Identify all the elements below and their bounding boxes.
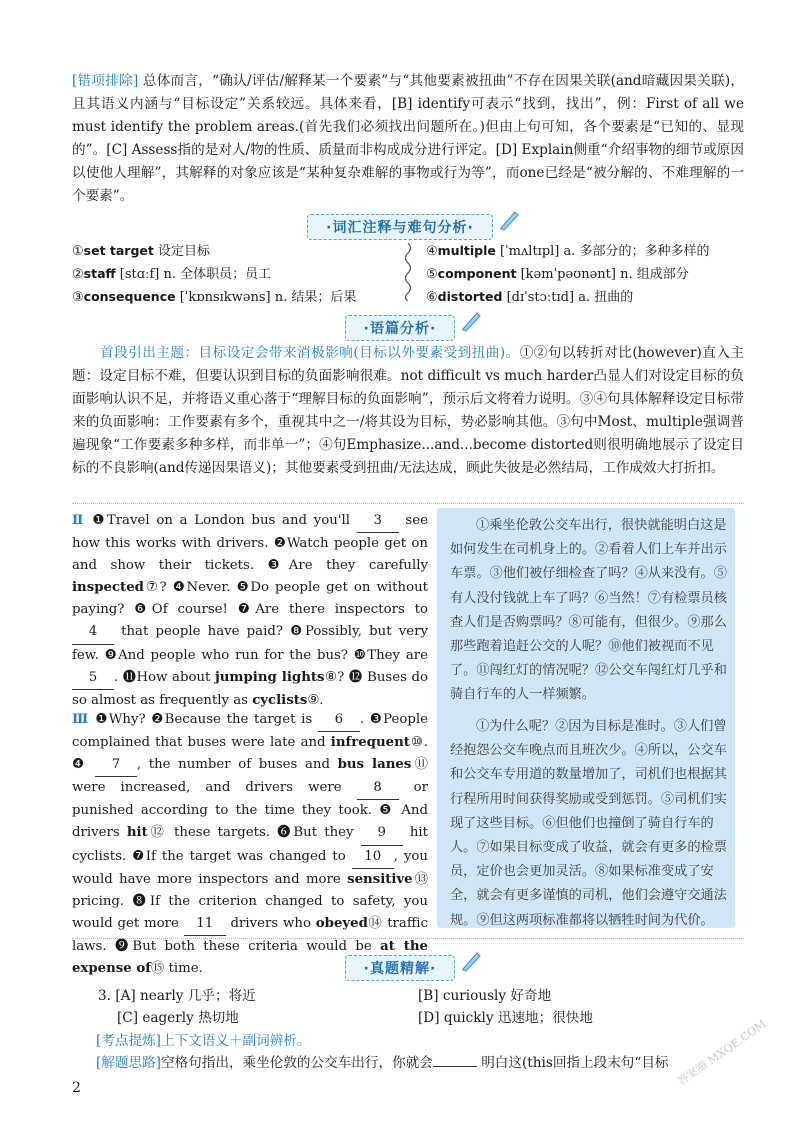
translation-paragraph-3: ①为什么呢？②因为目标是准时。③人们曾经抱怨公交车晚点而且班次少。④所以，公交车和公交车专用道的数量增加了，司机们也根据其行程所用时间获得奖励或受到惩罚。⑤司机们实现了这些目标。⑥但他们也撞倒了骑自行车的人。⑦如果目标变成了收益，就会有更多的检票员，定价也会更加灵活。⑧如果标准变成了安全，就会有更多谨慎的司机，他们会遵守交通法规。⑨但这两项标准都将以牺牲时间为代价。 (450, 719, 727, 928)
discourse-paragraph (72, 342, 744, 480)
question-number: 3. (98, 988, 111, 1004)
idea-line (96, 1052, 669, 1074)
idea-tag: [解题思路] (96, 1055, 161, 1071)
option-c: [C] eagerly 热切地 (117, 1010, 239, 1026)
dotted-divider (72, 938, 744, 939)
passage-paragraph-3: Ⅲ ❶Why? ❷Because the target is 6 . ❸People complained that buses were late and infrequent⑩. ❹ 7 , the number of buses and bus lanes⑪ were increased, and drivers were 8 or punished according to the time they took. ❺ And drivers hit⑫ these targets. ❻But they 9 hit cyclists. ❼If the target was changed to 10 , you would have more inspectors and more sensitive⑬ pricing. ❽If the criterion changed to safety, you would get more 11 drivers who obeyed⑭ traffic laws. ❾But both these criteria would be at the expense of⑮ time. (72, 709, 428, 980)
divider-squiggle-icon (402, 243, 414, 301)
vocab-section-title: ·词汇注释与难句分析· (326, 220, 474, 236)
blank-7: 7 (95, 754, 137, 777)
vocab-item: ⑤component [kəmˈpəʊnənt] n. 组成部分 (426, 266, 689, 282)
page-number: 2 (72, 1080, 81, 1096)
vocab-item: ④multiple [ˈmʌltɪpl] a. 多部分的；多种多样的 (426, 243, 710, 259)
vocab-section-header (0, 214, 800, 240)
discourse-section-title: ·语篇分析· (363, 321, 437, 337)
watermark: 答案圈 MXQE.COM (675, 1017, 769, 1089)
vocab-list-right (426, 240, 746, 309)
error-analysis-tag: [错项排除] (72, 73, 139, 89)
error-analysis-text: 总体而言，“确认/评估/解释某一个要素”与“其他要素被扭曲”不存在因果关联(and暗藏因果关联)，且其语义内涵与“目标设定”关系较远。具体来看，[B] identify可表示“找到，找出”，例：First of all we must identify the problem areas.(首先我们必须找出问题所在。)但由上句可知，各个要素是“已知的、显现的”。[C] Assess指的是对人/物的性质、质量而非构成成分进行评定。[D] Explain侧重“介绍事物的细节或原因以使他人理解”，其解释的对象应该是“某种复杂难解的事物或行为等”，而one已经是“被分解的、不难理解的一个要素”。 (72, 73, 744, 204)
option-a: 3. [A] nearly 几乎；将近 (98, 988, 256, 1004)
vocab-item: ③consequence [ˈkɒnsɪkwəns] n. 结果；后果 (72, 289, 357, 305)
blank-10: 10 (352, 846, 394, 869)
vocab-item: ①set target 设定目标 (72, 243, 211, 259)
blank-3: 3 (357, 510, 399, 533)
error-analysis-paragraph (72, 70, 744, 208)
vocab-list-left (72, 240, 392, 309)
blank-5: 5 (72, 667, 114, 690)
option-b: [B] curiously 好奇地 (418, 988, 552, 1004)
pen-icon (460, 950, 482, 972)
exam-section-title: ·真题精解· (363, 961, 437, 977)
discourse-text: ①②句以转折对比(however)直入主题：设定目标不难，但要认识到目标的负面影响很难。not difficult vs much harder凸显人们对设定目标的负面影响认识不足，并将语义重心落于“理解目标的负面影响”，预示后文将着力说明。③④句具体解释设定目标带来的负面影响：工作要素有多个，重视其中之一/将其设为目标，势必影响其他。③句中Most、multiple强调普遍现象“工作要素多种多样，而非单一”；④句Emphasize...and...become distorted则很明确地展示了设定目标的不良影响(and传递因果语义)；其他要素受到扭曲/无法达成，顾此失彼是必然结局，工作成效大打折扣。 (72, 345, 745, 476)
passage-paragraph-2: Ⅱ ❶Travel on a London bus and you'll 3 see how this works with drivers. ❷Watch people get on and show their tickets. ❸Are they carefully inspected⑦? ❹Never. ❺Do people get on without paying? ❻Of course! ❼Are there inspectors to 4 that people have paid? ❽Possibly, but very few. ❾And people who run for the bus? ❿They are 5 . ⓫How about jumping lights⑧? ⓬ Buses do so almost as frequently as cyclists⑨. (72, 510, 428, 712)
point-tag: [考点提炼] (96, 1033, 161, 1049)
option-d: [D] quickly 迅速地；很快地 (418, 1010, 593, 1026)
idea-text-b: 明白这(this回指上段末句“目标 (481, 1055, 669, 1071)
idea-blank (433, 1066, 477, 1067)
discourse-lead: 首段引出主题：目标设定会带来消极影响(目标以外要素受到扭曲)。 (100, 345, 520, 361)
idea-text-a: 空格句指出，乘坐伦敦的公交车出行，你就会 (160, 1055, 433, 1071)
blank-4: 4 (72, 621, 114, 644)
vocab-item: ②staff [stɑːf] n. 全体职员；员工 (72, 266, 272, 282)
blank-6: 6 (318, 709, 360, 732)
point-text: 上下文语义＋副词辨析。 (160, 1033, 311, 1049)
roman-numeral: Ⅱ (72, 513, 86, 528)
pen-icon (460, 310, 482, 332)
blank-11: 11 (184, 913, 226, 936)
pen-icon (498, 209, 520, 231)
dotted-divider (72, 503, 744, 504)
blank-9: 9 (361, 822, 403, 845)
point-line (96, 1030, 311, 1052)
roman-numeral: Ⅲ (72, 712, 90, 727)
discourse-section-header (0, 315, 800, 341)
vocab-item: ⑥distorted [dɪˈstɔːtɪd] a. 扭曲的 (426, 289, 634, 305)
translation-paragraph-2: ①乘坐伦敦公交车出行，很快就能明白这是如何发生在司机身上的。②看着人们上车并出示车票。③他们被仔细检查了吗？④从来没有。⑤有人没付钱就上车了吗？⑥当然！⑦有检票员核查人们是否购票吗？⑧可能有，但很少。⑨那么那些跑着追赶公交的人呢？⑩他们被视而不见了。⑪闯红灯的情况呢？⑫公交车闯红灯几乎和骑自行车的人一样频繁。 (450, 518, 727, 703)
blank-8: 8 (357, 777, 399, 800)
exam-section-header (0, 955, 800, 981)
